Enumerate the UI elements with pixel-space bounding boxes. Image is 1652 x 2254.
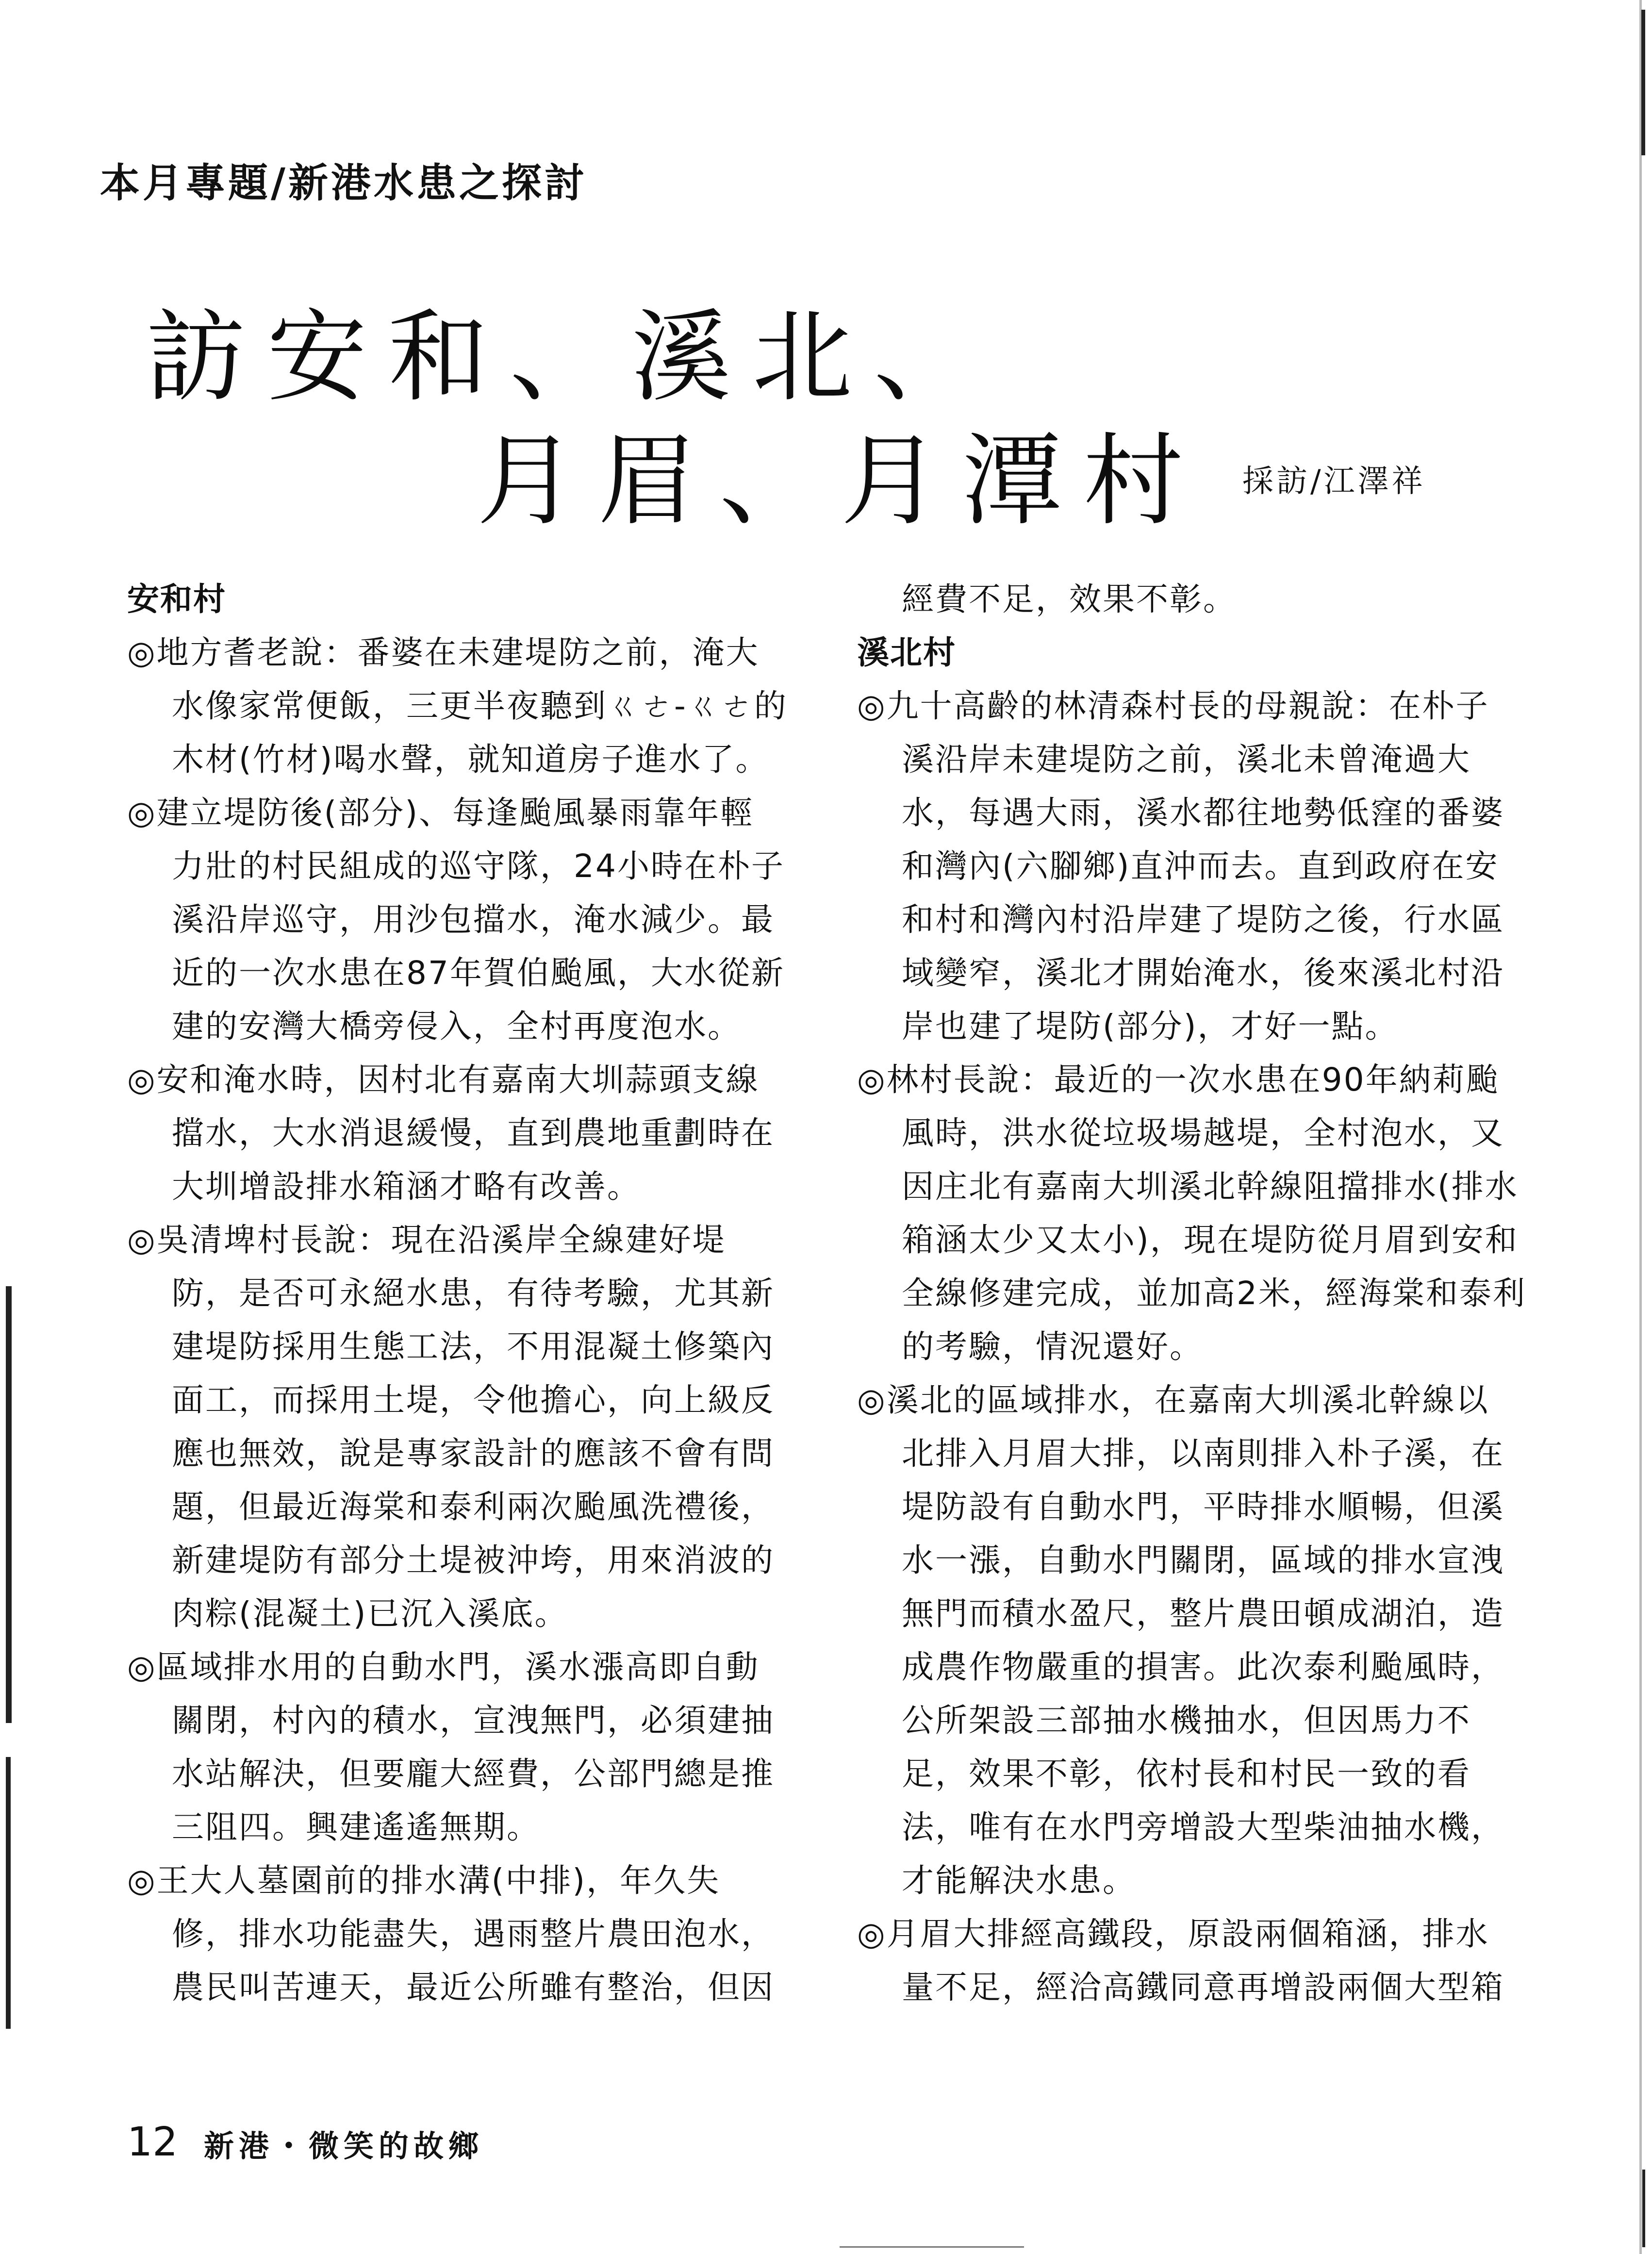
text-line: 無門而積水盈尺，整片農田頓成湖泊，造 (902, 1595, 1504, 1632)
text-line: ◎安和淹水時，因村北有嘉南大圳蒜頭支線 (127, 1061, 760, 1098)
text-line: ◎王大人墓園前的排水溝(中排)，年久失 (127, 1862, 721, 1899)
text-line: ◎月眉大排經高鐵段，原設兩個箱涵，排水 (857, 1915, 1489, 1953)
text-line: 法，唯有在水門旁增設大型柴油抽水機， (902, 1808, 1504, 1846)
section-heading: 安和村 (127, 580, 226, 618)
text-line: 近的一次水患在87年賀伯颱風，大水從新 (172, 954, 785, 992)
text-line: 溪沿岸未建堤防之前，溪北未曾淹過大 (902, 741, 1471, 778)
text-line: ◎區域排水用的自動水門，溪水漲高即自動 (127, 1648, 760, 1686)
text-line: 因庄北有嘉南大圳溪北幹線阻擋排水(排水 (902, 1168, 1519, 1205)
byline: 採訪/江澤祥 (1242, 464, 1426, 499)
text-line: 大圳增設排水箱涵才略有改善。 (172, 1168, 641, 1205)
text-line: ◎吳清埤村長說：現在沿溪岸全線建好堤 (127, 1221, 726, 1259)
scan-edge-mark (6, 1286, 12, 1723)
text-line: ◎九十高齡的林清森村長的母親說：在朴子 (857, 687, 1489, 725)
text-line: 關閉，村內的積水，宣洩無門，必須建抽 (172, 1702, 775, 1739)
text-line: ◎林村長說：最近的一次水患在90年納莉颱 (857, 1061, 1500, 1098)
text-line: 題，但最近海棠和泰利兩次颱風洗禮後， (172, 1488, 775, 1525)
text-line: 公所架設三部抽水機抽水，但因馬力不 (902, 1702, 1471, 1739)
scan-edge-mark (1642, 2170, 1645, 2247)
text-line: 建堤防採用生態工法，不用混凝土修築內 (172, 1328, 775, 1365)
text-line: 擋水，大水消退緩慢，直到農地重劃時在 (172, 1114, 775, 1152)
section-heading: 溪北村 (857, 634, 956, 671)
text-line: 全線修建完成，並加高2米，經海棠和泰利 (902, 1275, 1526, 1312)
text-line: 防，是否可永絕水患，有待考驗，尤其新 (172, 1275, 775, 1312)
text-line: 建的安灣大橋旁侵入，全村再度泡水。 (172, 1008, 741, 1045)
text-line: 成農作物嚴重的損害。此次泰利颱風時， (902, 1648, 1504, 1686)
article-title-line-1: 訪安和、溪北、 (146, 299, 995, 415)
text-line: 應也無效，說是專家設計的應該不會有問 (172, 1435, 775, 1472)
text-line: 水一漲，自動水門關閉，區域的排水宣洩 (902, 1541, 1504, 1579)
text-line: ◎地方耆老說：番婆在未建堤防之前，淹大 (127, 634, 760, 671)
scan-fold-line (840, 2246, 1024, 2248)
page-number: 12 (127, 2119, 178, 2165)
text-line: 力壯的村民組成的巡守隊，24小時在朴子 (172, 847, 785, 885)
text-line: 三阻四。興建遙遙無期。 (172, 1808, 540, 1846)
text-line: 的考驗，情況還好。 (902, 1328, 1203, 1365)
text-line: 修，排水功能盡失，遇雨整片農田泡水， (172, 1915, 775, 1953)
text-line: 岸也建了堤防(部分)，才好一點。 (902, 1008, 1399, 1045)
text-line: 風時，洪水從垃圾場越堤，全村泡水，又 (902, 1114, 1504, 1152)
scan-edge-mark (6, 1757, 11, 2029)
text-line: 新建堤防有部分土堤被沖垮，用來消波的 (172, 1541, 775, 1579)
text-line: 足，效果不彰，依村長和村民一致的看 (902, 1755, 1471, 1792)
right-column (857, 573, 1556, 2014)
section-kicker: 本月專題/新港水患之探討 (100, 160, 587, 206)
text-line: 量不足，經洽高鐵同意再增設兩個大型箱 (902, 1969, 1504, 2006)
text-line: 才能解決水患。 (902, 1862, 1136, 1899)
text-line: ◎溪北的區域排水，在嘉南大圳溪北幹線以 (857, 1381, 1489, 1419)
text-line: 域變窄，溪北才開始淹水，後來溪北村沿 (902, 954, 1504, 992)
article-title-line-2: 月眉、月潭村 (477, 423, 1205, 539)
text-line: 溪沿岸巡守，用沙包擋水，淹水減少。最 (172, 901, 775, 938)
text-line: 水站解決，但要龐大經費，公部門總是推 (172, 1755, 775, 1792)
text-line: ◎建立堤防後(部分)、每逢颱風暴雨靠年輕 (127, 794, 754, 831)
magazine-title: 新港・微笑的故鄉 (204, 2128, 484, 2164)
text-line: 水像家常便飯，三更半夜聽到ㄍㄜ-ㄍㄜ的 (172, 687, 788, 725)
scan-edge-mark (1639, 0, 1642, 2254)
text-line: 箱涵太少又太小)，現在堤防從月眉到安和 (902, 1221, 1519, 1259)
text-line: 面工，而採用土堤，令他擔心，向上級反 (172, 1381, 775, 1419)
text-line: 堤防設有自動水門，平時排水順暢，但溪 (902, 1488, 1504, 1525)
left-column (127, 573, 821, 2014)
text-line: 木材(竹材)喝水聲，就知道房子進水了。 (172, 741, 769, 778)
text-line: 經費不足，效果不彰。 (902, 580, 1237, 618)
text-line: 肉粽(混凝土)已沉入溪底。 (172, 1595, 568, 1632)
scan-edge-mark (1641, 10, 1645, 155)
text-line: 和灣內(六腳鄉)直沖而去。直到政府在安 (902, 847, 1499, 885)
text-line: 農民叫苦連天，最近公所雖有整治，但因 (172, 1969, 775, 2006)
text-line: 和村和灣內村沿岸建了堤防之後，行水區 (902, 901, 1504, 938)
text-line: 水，每遇大雨，溪水都往地勢低窪的番婆 (902, 794, 1504, 831)
text-line: 北排入月眉大排，以南則排入朴子溪，在 (902, 1435, 1504, 1472)
